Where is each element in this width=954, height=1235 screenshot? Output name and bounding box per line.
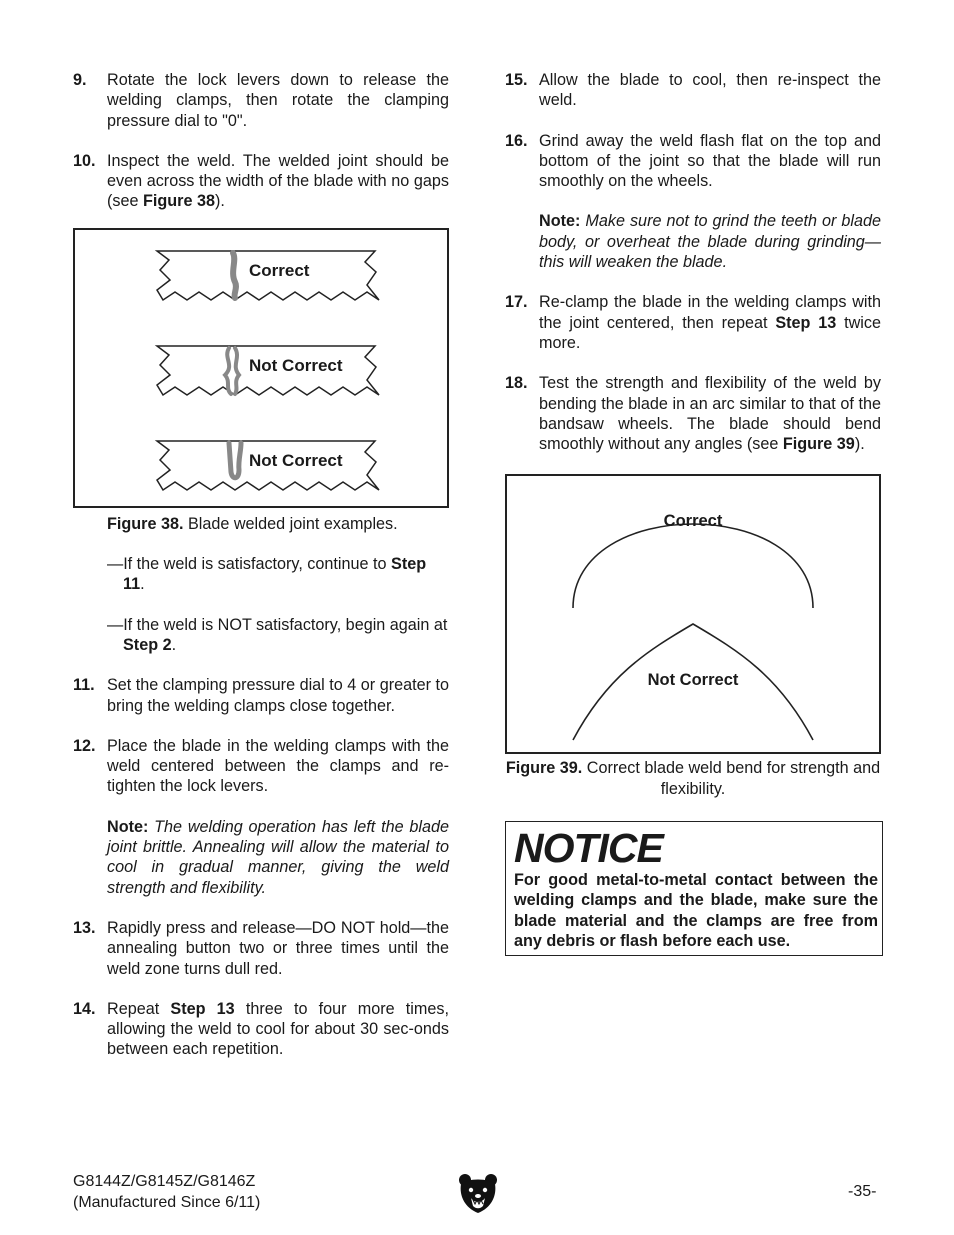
right-column bbox=[505, 70, 881, 956]
condition-text: —If the weld is satisfactory, continue to bbox=[107, 555, 392, 574]
step-16 bbox=[505, 131, 881, 192]
label-not-correct: Not Correct bbox=[647, 671, 739, 690]
step-text: Repeat bbox=[107, 999, 171, 1018]
step-17 bbox=[505, 292, 881, 353]
footer-model-info bbox=[73, 1172, 260, 1213]
note-label: Note: bbox=[107, 817, 149, 836]
condition-not-satisfactory bbox=[73, 615, 449, 656]
step-11 bbox=[73, 675, 449, 716]
step-text-end: twice more. bbox=[539, 313, 881, 352]
step-number: 10. bbox=[73, 151, 96, 170]
label-not-correct: Not Correct bbox=[249, 355, 343, 375]
correct-arc bbox=[573, 524, 813, 608]
step-reference: Step 2 bbox=[123, 635, 172, 654]
notice-title: NOTICE bbox=[514, 825, 663, 872]
step-text: Rapidly press and release—DO NOT hold—the annealing button two or three times until the weld zone turns dull red. bbox=[107, 918, 449, 978]
figure-39-blade-bend bbox=[505, 474, 881, 754]
note-annealing bbox=[73, 817, 449, 898]
note-text: Make sure not to grind the teeth or blade body, or overheat the blade during grinding—this will weaken the blade. bbox=[539, 212, 881, 272]
condition-text: —If the weld is NOT satisfactory, begin again at bbox=[107, 615, 448, 634]
step-number: 13. bbox=[73, 918, 96, 937]
weld-seam bbox=[233, 253, 236, 298]
step-15 bbox=[505, 70, 881, 111]
step-number: 9. bbox=[73, 71, 87, 89]
step-number: 14. bbox=[73, 999, 96, 1018]
step-text-end: three to four more times, allowing the weld to cool for about 30 sec-onds between each repetition. bbox=[107, 999, 449, 1059]
step-number: 16. bbox=[505, 131, 528, 150]
step-9 bbox=[73, 70, 449, 131]
label-correct: Correct bbox=[663, 512, 723, 531]
caption-label: Figure 38. bbox=[107, 514, 184, 533]
notice-box bbox=[505, 821, 883, 956]
step-number: 17. bbox=[505, 293, 528, 312]
grizzly-bear-logo-icon bbox=[457, 1172, 499, 1214]
step-number: 15. bbox=[505, 71, 528, 89]
condition-end: . bbox=[140, 575, 145, 594]
step-text-end: ). bbox=[854, 435, 865, 454]
page-number: -35- bbox=[848, 1183, 877, 1200]
step-reference: Step 13 bbox=[775, 313, 837, 332]
figure-38-blade-joints bbox=[73, 228, 449, 508]
step-reference: Step 11 bbox=[123, 555, 427, 594]
left-column bbox=[73, 70, 449, 1080]
condition-end: . bbox=[171, 635, 177, 654]
step-10 bbox=[73, 151, 449, 212]
condition-satisfactory bbox=[73, 554, 449, 595]
notice-text: For good metal-to-metal contact between the welding clamps and the blade, make sure the blade material and the clamps are free from any debris or flash before each use. bbox=[514, 871, 878, 950]
step-14 bbox=[73, 999, 449, 1060]
figure-38-caption bbox=[107, 514, 449, 534]
step-18 bbox=[505, 373, 881, 454]
figure-reference: Figure 38 bbox=[143, 192, 215, 211]
figure-39-caption bbox=[505, 758, 881, 799]
note-text: The welding operation has left the blade joint brittle. Annealing will allow the material to cool in gradual manner, giving the weld strength and flexibility. bbox=[107, 817, 449, 897]
caption-text: Blade welded joint examples. bbox=[183, 514, 398, 533]
figure-reference: Figure 39 bbox=[782, 435, 855, 454]
label-not-correct: Not Correct bbox=[249, 450, 343, 470]
step-text: Place the blade in the welding clamps with the weld centered between the clamps and re-tighten the lock levers. bbox=[107, 736, 449, 796]
weld-seam bbox=[235, 348, 239, 394]
step-text: Inspect the weld. The welded joint should be even across the width of the blade with no gaps (see bbox=[107, 151, 449, 211]
step-number: 18. bbox=[505, 374, 528, 393]
note-label: Note: bbox=[539, 212, 581, 231]
step-text: Grind away the weld flash flat on the top and bottom of the joint so that the blade will run smoothly on the wheels. bbox=[539, 131, 881, 191]
step-text: Re-clamp the blade in the welding clamps with the joint centered, then repeat bbox=[539, 293, 881, 332]
step-text: Allow the blade to cool, then re-inspect the weld. bbox=[539, 71, 881, 110]
manufactured-date: (Manufactured Since 6/11) bbox=[73, 1193, 261, 1211]
label-correct: Correct bbox=[249, 260, 310, 280]
model-number: G8144Z/G8145Z/G8146Z bbox=[73, 1173, 256, 1190]
blade-joint-illustration bbox=[75, 230, 447, 506]
step-text: Test the strength and flexibility of the weld by bending the blade in an arc similar to that of the bandsaw wheels. The blade should bend smoothly without any angles (see bbox=[539, 374, 881, 454]
step-text: Set the clamping pressure dial to 4 or greater to bring the welding clamps close together. bbox=[107, 676, 449, 715]
note-grinding bbox=[505, 211, 881, 272]
step-13 bbox=[73, 918, 449, 979]
step-text: Rotate the lock levers down to release the welding clamps, then rotate the clamping pressure dial to "0". bbox=[107, 71, 449, 130]
caption-text: Correct blade weld bend for strength and flexibility. bbox=[582, 759, 881, 798]
step-text-end: ). bbox=[214, 192, 225, 211]
blade-bend-illustration bbox=[507, 476, 879, 752]
step-number: 11. bbox=[73, 676, 95, 695]
step-reference: Step 13 bbox=[170, 999, 235, 1018]
step-12 bbox=[73, 736, 449, 797]
step-number: 12. bbox=[73, 736, 96, 755]
caption-label: Figure 39. bbox=[505, 759, 583, 778]
